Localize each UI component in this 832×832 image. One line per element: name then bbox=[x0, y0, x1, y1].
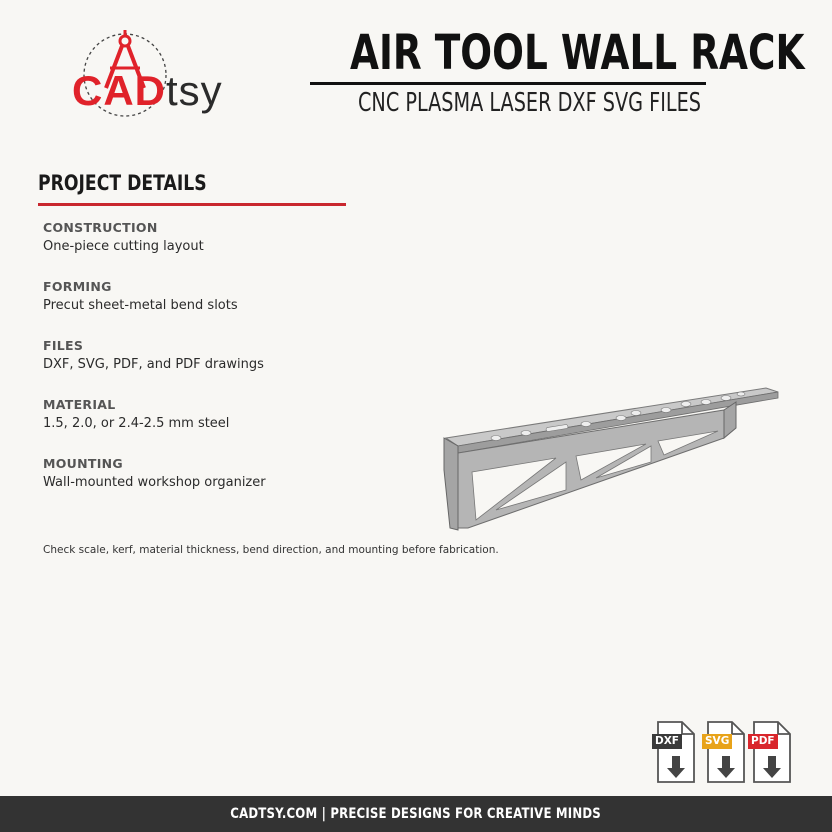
fabrication-note: Check scale, kerf, material thickness, bend direction, and mounting before fabrication. bbox=[43, 544, 499, 556]
cadtsy-logo bbox=[70, 28, 245, 118]
detail-value: DXF, SVG, PDF, and PDF drawings bbox=[43, 357, 264, 372]
detail-label: MOUNTING bbox=[43, 456, 123, 471]
file-download-icon bbox=[748, 720, 794, 784]
detail-label: FILES bbox=[43, 338, 84, 353]
detail-label: MATERIAL bbox=[43, 397, 116, 412]
file-download-icon bbox=[652, 720, 698, 784]
detail-value: Precut sheet-metal bend slots bbox=[43, 298, 238, 313]
detail-label: CONSTRUCTION bbox=[43, 220, 158, 235]
page-title: AIR TOOL WALL RACK bbox=[350, 25, 805, 81]
footer-bar bbox=[0, 796, 832, 832]
detail-forming bbox=[43, 278, 266, 337]
logo-cad: CAD bbox=[72, 67, 166, 114]
detail-label: FORMING bbox=[43, 279, 112, 294]
detail-value: One-piece cutting layout bbox=[43, 239, 204, 254]
detail-files bbox=[43, 337, 266, 396]
detail-value: Wall-mounted workshop organizer bbox=[43, 475, 266, 490]
title-divider bbox=[310, 82, 706, 85]
page-subtitle: CNC PLASMA LASER DXF SVG FILES bbox=[358, 88, 701, 118]
footer-text: CADTSY.COM | PRECISE DESIGNS FOR CREATIVE MINDS bbox=[230, 806, 602, 822]
file-download-icon bbox=[702, 720, 748, 784]
logo-wordmark bbox=[72, 67, 223, 114]
detail-material bbox=[43, 396, 266, 455]
detail-construction bbox=[43, 219, 266, 278]
detail-value: 1.5, 2.0, or 2.4-2.5 mm steel bbox=[43, 416, 230, 431]
file-format-icons bbox=[648, 720, 798, 784]
logo-tsy: tsy bbox=[166, 67, 223, 114]
svg-label: SVG bbox=[702, 734, 732, 749]
dxf-label: DXF bbox=[652, 734, 682, 749]
section-divider bbox=[38, 203, 346, 206]
wall-rack-render bbox=[436, 380, 786, 539]
detail-mounting bbox=[43, 455, 266, 514]
project-details bbox=[43, 219, 266, 514]
pdf-label: PDF bbox=[748, 734, 778, 749]
section-heading: PROJECT DETAILS bbox=[38, 171, 207, 195]
